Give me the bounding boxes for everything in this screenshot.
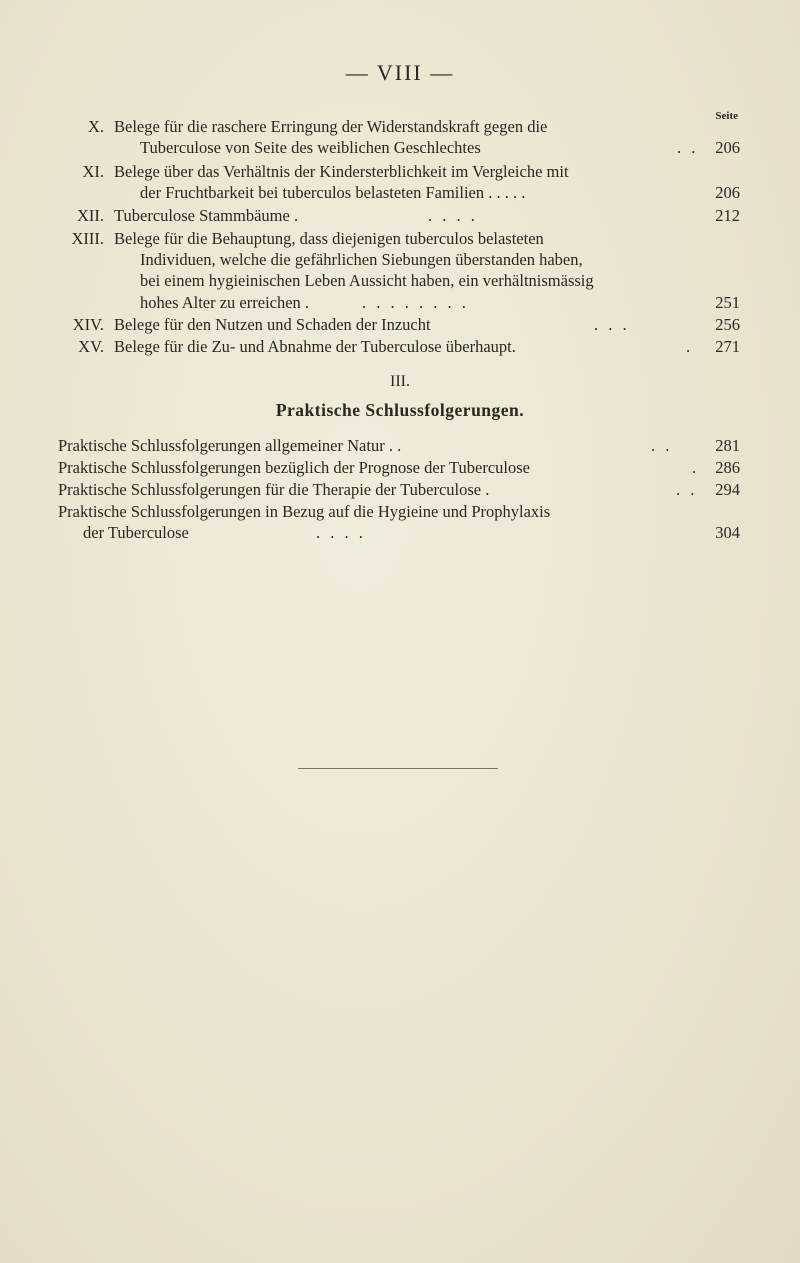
entry-page-number: 212 — [715, 206, 740, 225]
entry-page-number: 251 — [715, 293, 740, 312]
entry-page-number: 206 — [715, 138, 740, 157]
entry-title-line: Tuberculose Stammbäume . — [114, 206, 299, 225]
closing-rule — [298, 768, 498, 769]
entry-numeral: XI. — [82, 162, 104, 181]
page-number: — VIII — — [345, 60, 455, 85]
entry-numeral: XII. — [76, 206, 104, 225]
entry-title-line: Belege für die Behauptung, dass diejenigen tuberculos belasteten — [114, 229, 544, 248]
entry-numeral: XV. — [78, 337, 104, 356]
entry-leader-dots: . . — [676, 480, 698, 499]
entry-title-line: hohes Alter zu erreichen . — [140, 293, 310, 312]
entry-page-number: 286 — [715, 458, 740, 477]
entry-title-line: bei einem hygieinischen Leben Aussicht haben, ein verhältnismässig — [140, 271, 594, 290]
entry-leader-dots: . . . . . . . . — [362, 293, 469, 312]
entry-leader-dots: . . — [651, 436, 673, 455]
entry-title-line: der Tuberculose — [83, 523, 189, 542]
seite-column-label: Seite — [715, 110, 738, 122]
section-title: Praktische Schlussfolgerungen. — [275, 400, 525, 420]
entry-page-number: 294 — [715, 480, 740, 499]
entry-leader-dots: . — [692, 458, 700, 477]
entry-title-line: Praktische Schlussfolgerungen allgemeiner Natur . . — [58, 436, 402, 455]
entry-leader-dots: . — [686, 337, 694, 356]
entry-page-number: 206 — [715, 183, 740, 202]
entry-title-line: Belege für den Nutzen und Schaden der Inzucht — [114, 315, 431, 334]
entry-numeral: XIII. — [71, 229, 104, 248]
entry-title-line: der Fruchtbarkeit bei tuberculos belasteten Familien . . . . . — [140, 183, 526, 202]
section-number: III. — [390, 373, 410, 390]
entry-numeral: XIV. — [72, 315, 104, 334]
entry-title-line: Belege für die raschere Erringung der Widerstandskraft gegen die — [114, 117, 548, 136]
entry-leader-dots: . . . — [594, 315, 630, 334]
entry-page-number: 256 — [715, 315, 740, 334]
entry-page-number: 304 — [715, 523, 740, 542]
entry-title-line: Praktische Schlussfolgerungen in Bezug auf die Hygieine und Prophylaxis — [58, 502, 551, 521]
entry-leader-dots: . . — [677, 138, 699, 157]
entry-title-line: Belege für die Zu- und Abnahme der Tuberculose überhaupt. — [114, 337, 516, 356]
entry-title-line: Praktische Schlussfolgerungen bezüglich der Prognose der Tuberculose — [58, 458, 530, 477]
entry-title-line: Individuen, welche die gefährlichen Siebungen überstanden haben, — [140, 250, 583, 269]
entry-title-line: Praktische Schlussfolgerungen für die Therapie der Tuberculose . — [58, 480, 490, 499]
entry-leader-dots: . . . . — [428, 206, 478, 225]
entry-title-line: Tuberculose von Seite des weiblichen Geschlechtes — [140, 138, 481, 157]
entry-leader-dots: . . . . — [316, 523, 366, 542]
entry-page-number: 271 — [715, 337, 740, 356]
entry-page-number: 281 — [715, 436, 740, 455]
entry-title-line: Belege über das Verhältnis der Kindersterblichkeit im Vergleiche mit — [114, 162, 569, 181]
entry-numeral: X. — [87, 117, 104, 136]
